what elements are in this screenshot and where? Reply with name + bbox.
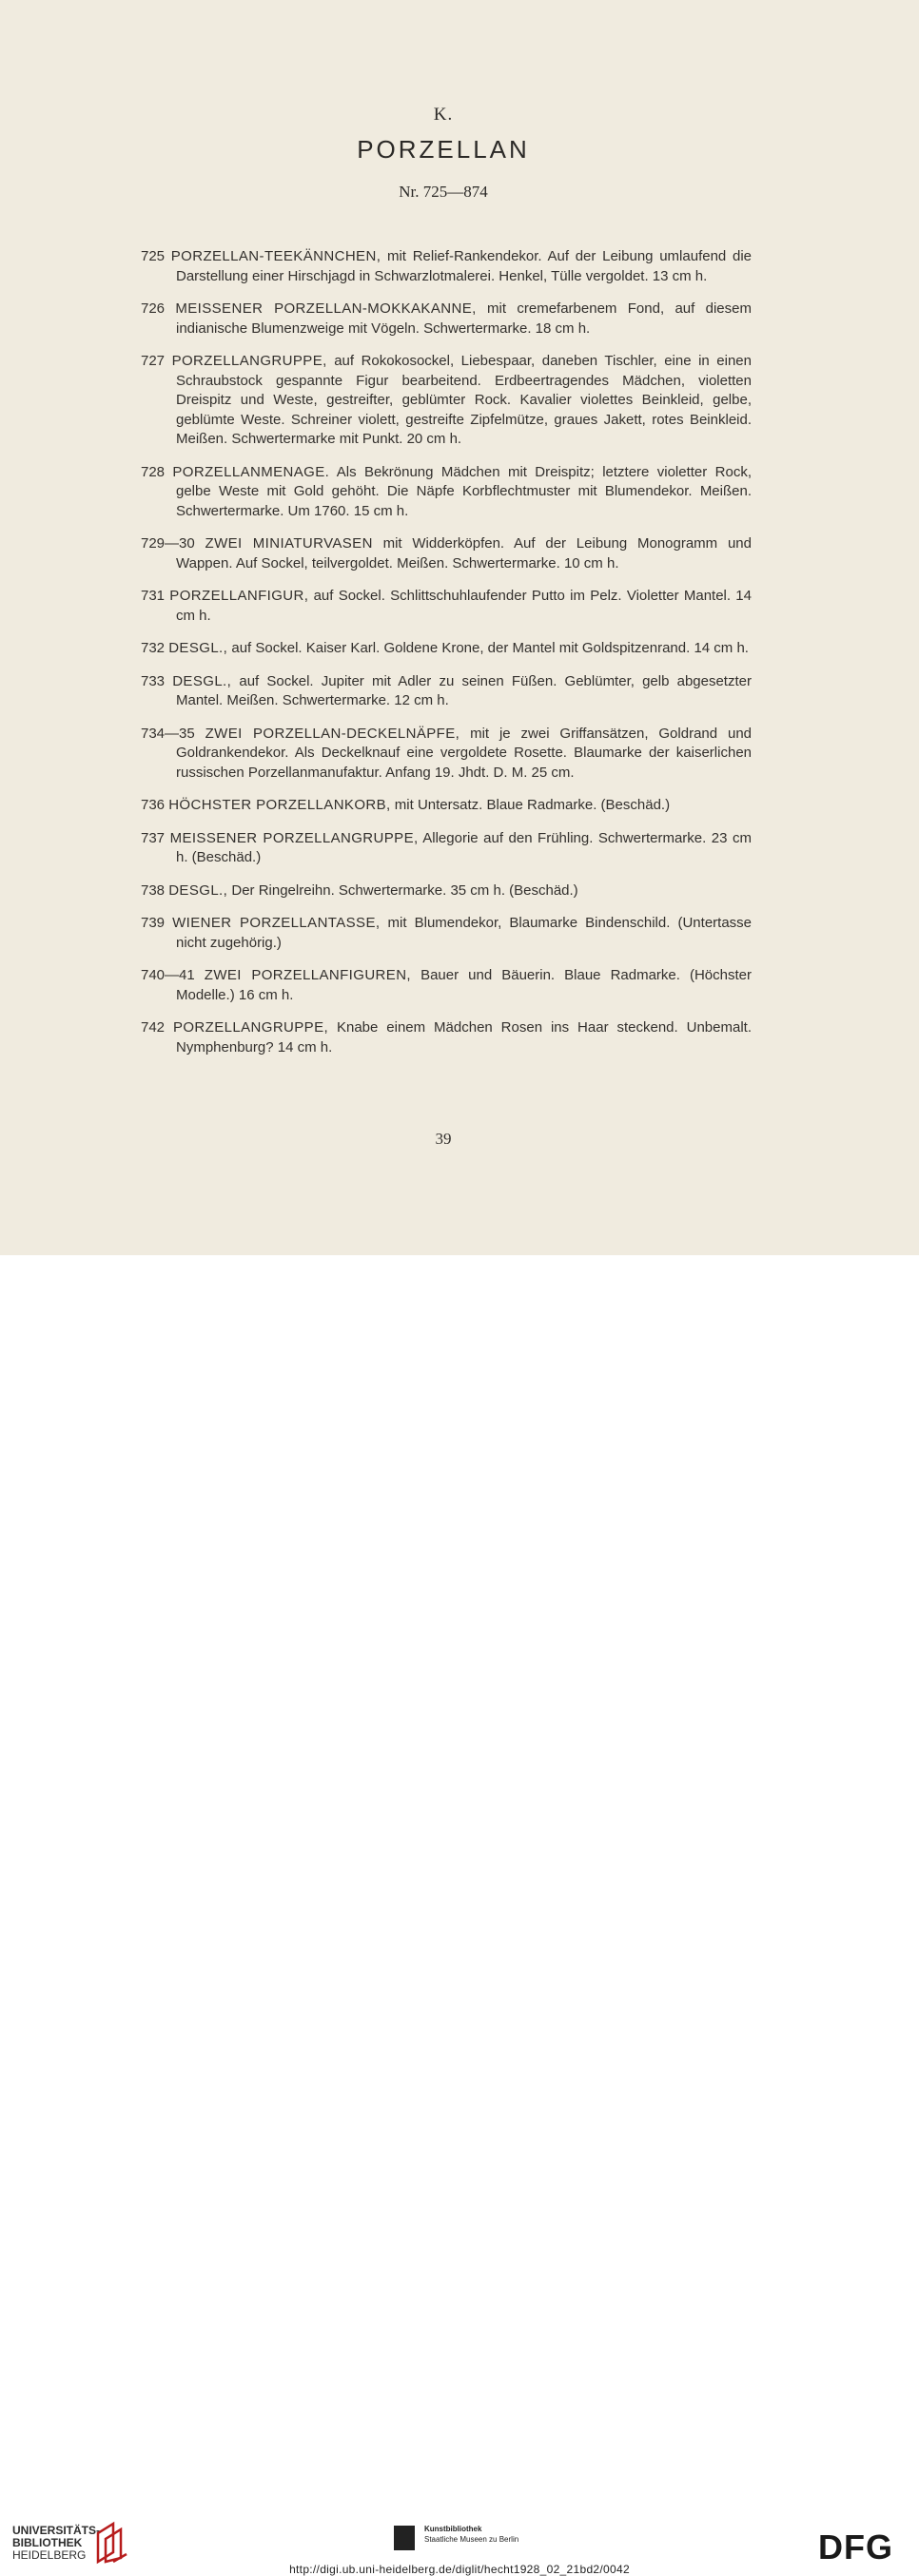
university-line-3: HEIDELBERG: [12, 2548, 87, 2562]
viewer-footer: [0, 1255, 919, 2576]
entry-number: 731: [141, 588, 166, 604]
catalog-entry: [141, 966, 752, 1005]
entry-title: ZWEI PORZELLANFIGUREN,: [204, 967, 411, 983]
catalog-entry: [141, 300, 752, 339]
entry-title: PORZELLAN-TEEKÄNNCHEN,: [170, 248, 381, 264]
entry-title: PORZELLANFIGUR,: [169, 588, 309, 604]
entry-text: Als Bekrönung Mädchen mit Dreispitz; letztere violetter Rock, gelbe Weste mit Gold gehöht. Die Näpfe Korbflechtmuster mit Blumendekor. Meißen. Schwertermarke. Um 1760. 15 cm h.: [176, 463, 752, 519]
dfg-logo[interactable]: DFG: [818, 2528, 893, 2566]
entry-number: 727: [141, 353, 166, 369]
entry-text: Allegorie auf den Frühling. Schwertermarke. 23 cm h. (Beschäd.): [176, 829, 753, 865]
entry-title: MEISSENER PORZELLANGRUPPE,: [169, 829, 419, 846]
entry-text: mit je zwei Griffansätzen, Goldrand und Goldrankendekor. Als Deckelknauf eine vergoldete Rosette. Blaumarke der kaiserlichen russischen Porzellanmanufaktur. Anfang 19. Jhdt. D. M. 25 cm.: [176, 725, 753, 781]
entry-text: mit Untersatz. Blaue Radmarke. (Beschäd.): [394, 797, 671, 813]
kunstbibliothek-mark-icon: [394, 2526, 415, 2550]
entry-title: PORZELLANGRUPPE,: [172, 1019, 329, 1036]
entry-number: 734—35: [141, 725, 195, 742]
entry-title: PORZELLANMENAGE.: [172, 463, 330, 480]
entry-text: auf Sockel. Kaiser Karl. Goldene Krone, der Mantel mit Goldspitzenrand. 14 cm h.: [231, 640, 749, 656]
catalog-entry: [141, 247, 752, 286]
entry-number: 732: [141, 640, 166, 656]
entry-number: 742: [141, 1019, 166, 1036]
catalog-entry: [141, 587, 752, 626]
catalog-entry: [141, 463, 752, 522]
entry-number: 738: [141, 881, 166, 899]
number-range: Nr. 725—874: [399, 183, 488, 201]
entry-text: auf Sockel. Jupiter mit Adler zu seinen Füßen. Geblümter, gelb abgesetzter Mantel. Meißen. Schwertermarke. 12 cm h.: [176, 672, 752, 708]
entry-title: HÖCHSTER PORZELLANKORB,: [168, 797, 391, 813]
entry-title: ZWEI PORZELLAN-DECKELNÄPFE,: [205, 725, 460, 742]
entry-number: 725: [141, 248, 166, 264]
kb-line-1: Kunstbibliothek: [424, 2525, 482, 2533]
entry-number: 736: [141, 797, 166, 813]
entry-title: DESGL.,: [168, 640, 228, 656]
entry-number: 740—41: [141, 967, 195, 983]
catalog-entry: [141, 829, 752, 868]
university-logo-icon[interactable]: [92, 2520, 130, 2566]
scanned-page: [0, 0, 919, 1255]
entry-number: 737: [141, 829, 166, 846]
entry-title: PORZELLANGRUPPE,: [171, 353, 327, 369]
entry-text: mit Relief-Rankendekor. Auf der Leibung umlaufend die Darstellung einer Hirschjagd in Schwarzlotmalerei. Henkel, Tülle vergoldet. 13 cm h.: [176, 248, 752, 284]
entry-text: Knabe einem Mädchen Rosen ins Haar steckend. Unbemalt. Nymphenburg? 14 cm h.: [176, 1019, 752, 1056]
university-library-logo-text[interactable]: [12, 2525, 100, 2562]
catalog-entry: [141, 352, 752, 450]
catalog-entry: [141, 796, 752, 816]
entry-number: 739: [141, 915, 166, 931]
entry-text: mit Widderköpfen. Auf der Leibung Monogramm und Wappen. Auf Sockel, teilvergoldet. Meißen. Schwertermarke. 10 cm h.: [176, 535, 752, 571]
catalog-entry: [141, 1018, 752, 1057]
entry-text: Der Ringelreihn. Schwertermarke. 35 cm h. (Beschäd.): [231, 881, 578, 899]
kunstbibliothek-text: [424, 2524, 596, 2545]
entry-number: 733: [141, 672, 166, 689]
entry-title: ZWEI MINIATURVASEN: [205, 535, 373, 552]
catalog-entry: [141, 534, 752, 573]
catalog-entry: [141, 725, 752, 784]
entry-number: 729—30: [141, 535, 195, 552]
entry-title: MEISSENER PORZELLAN-MOKKAKANNE,: [175, 300, 477, 317]
catalog-entry: [141, 672, 752, 711]
entry-number: 726: [141, 300, 166, 317]
entry-number: 728: [141, 463, 166, 480]
entry-text: mit cremefarbenem Fond, auf diesem indianische Blumenzweige mit Vögeln. Schwertermarke. 18 cm h.: [176, 300, 752, 337]
section-letter: K.: [433, 105, 454, 125]
entry-title: DESGL.,: [168, 881, 228, 899]
section-title: PORZELLAN: [357, 135, 530, 164]
catalog-entries: [141, 247, 752, 1071]
entry-title: DESGL.,: [172, 672, 232, 689]
university-line-1: UNIVERSITÄTS-: [12, 2524, 101, 2537]
permalink-url[interactable]: http://digi.ub.uni-heidelberg.de/diglit/hecht1928_02_21bd2/0042: [289, 2563, 630, 2576]
entry-text: auf Rokokosockel, Liebespaar, daneben Tischler, eine in einen Schraubstock gespannte Figur bearbeitend. Erdbeertragendes Mädchen, violetten Dreispitz und Weste, gestreifter, geblümter Rock. Kavalier violettes Beinkleid, gelbe, geblümte Weste. Schreiner violett, gestreifte Zipfelmütze, graues Jakett, rotes Beinkleid. Meißen. Schwertermarke mit Punkt. 20 cm h.: [176, 353, 752, 447]
university-line-2: BIBLIOTHEK: [12, 2536, 83, 2549]
entry-text: auf Sockel. Schlittschuhlaufender Putto im Pelz. Violetter Mantel. 14 cm h.: [176, 588, 752, 624]
page-number: 39: [435, 1130, 452, 1148]
entry-title: WIENER PORZELLANTASSE,: [172, 915, 381, 931]
entry-text: Bauer und Bäuerin. Blaue Radmarke. (Höchster Modelle.) 16 cm h.: [176, 967, 752, 1003]
catalog-entry: [141, 914, 752, 953]
entry-text: mit Blumendekor, Blaumarke Bindenschild. (Untertasse nicht zugehörig.): [176, 915, 753, 951]
kb-line-2: Staatliche Museen zu Berlin: [424, 2535, 519, 2544]
catalog-entry: [141, 881, 752, 901]
catalog-entry: [141, 639, 752, 659]
